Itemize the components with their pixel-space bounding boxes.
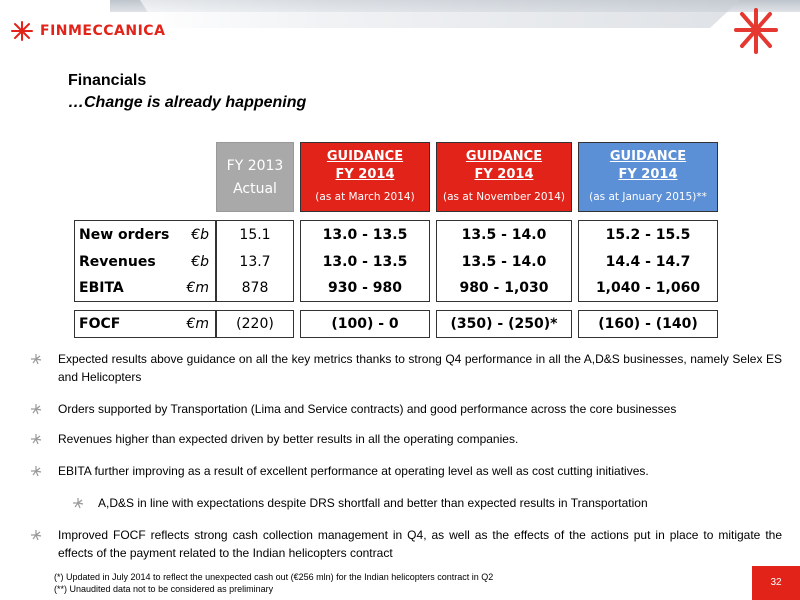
- bullet-text: A,D&S in line with expectations despite DRS shortfall and better than expected results in Transportation: [98, 496, 648, 510]
- page-number: 32: [752, 566, 800, 600]
- g2-revenues: 13.5 - 14.0: [461, 254, 547, 270]
- g1-revenues: 13.0 - 13.5: [322, 254, 408, 270]
- bullet-text: EBITA further improving as a result of excellent performance at operating level as well as cost cutting initiatives.: [58, 464, 649, 478]
- sub-bullet-item: [30, 494, 782, 512]
- logo-text: FINMECCANICA: [40, 23, 166, 39]
- bullet-text: Orders supported by Transportation (Lima and Service contracts) and good performance across the core businesses: [58, 402, 677, 416]
- column-header-guidance-march: [300, 142, 430, 212]
- column-header-guidance-january: [578, 142, 718, 212]
- focf-fy2013-box: [216, 310, 294, 338]
- g3-new-orders: 15.2 - 15.5: [605, 227, 691, 243]
- row-unit-revenues: €b: [191, 254, 209, 270]
- slide-subtitle: …Change is already happening: [68, 94, 307, 111]
- guidance-date: (as at January 2015)**: [589, 191, 707, 203]
- fy2013-line1: FY 2013: [226, 158, 284, 174]
- focf-g1-box: [300, 310, 430, 338]
- focf-g2-box: [436, 310, 572, 338]
- guidance-year: FY 2014: [335, 167, 395, 182]
- star-bullet-icon: [30, 403, 42, 415]
- footnote-1: (*) Updated in July 2014 to reflect the unexpected cash out (€256 mln) for the Indian helicopters contract in Q2: [54, 572, 494, 582]
- guidance-year: FY 2014: [618, 167, 678, 182]
- star-bullet-icon: [72, 497, 84, 509]
- star-bullet-icon: [30, 529, 42, 541]
- g3-focf: (160) - (140): [598, 316, 698, 332]
- g1-focf: (100) - 0: [331, 316, 399, 332]
- fy2013-line2: Actual: [233, 181, 277, 197]
- g2-ebita: 980 - 1,030: [459, 280, 549, 296]
- guidance-date: (as at March 2014): [315, 191, 415, 203]
- logo-star-icon: [8, 20, 36, 42]
- fy2013-new-orders: 15.1: [239, 227, 271, 243]
- header-slant: [140, 0, 740, 28]
- bullet-item: [30, 430, 782, 448]
- row-unit-new-orders: €b: [191, 227, 209, 243]
- g3-revenues: 14.4 - 14.7: [605, 254, 691, 270]
- bullet-text: Improved FOCF reflects strong cash collection management in Q4, as well as the effects of the actions put in place to mitigate the effects of the payment related to the Indian helicopters contract: [58, 528, 782, 560]
- bullet-item: [30, 400, 782, 418]
- star-bullet-icon: [30, 433, 42, 445]
- slide-title: Financials: [68, 72, 147, 89]
- bullet-text: Expected results above guidance on all the key metrics thanks to strong Q4 performance in all the A,D&S businesses, namely Selex ES and Helicopters: [58, 352, 782, 384]
- guidance-november-values-box: [436, 220, 572, 302]
- guidance-march-values-box: [300, 220, 430, 302]
- fy2013-focf: (220): [236, 316, 274, 332]
- focf-label-box: [74, 310, 216, 338]
- g1-ebita: 930 - 980: [327, 280, 402, 296]
- g2-new-orders: 13.5 - 14.0: [461, 227, 547, 243]
- fy2013-values-box: [216, 220, 294, 302]
- focf-g3-box: [578, 310, 718, 338]
- row-unit-ebita: €m: [186, 280, 209, 296]
- column-header-guidance-november: [436, 142, 572, 212]
- fy2013-ebita: 878: [241, 280, 269, 296]
- column-header-fy2013: [216, 142, 294, 212]
- row-label-ebita: EBITA: [79, 280, 124, 296]
- bullet-item: [30, 462, 782, 480]
- g1-new-orders: 13.0 - 13.5: [322, 227, 408, 243]
- corner-star-icon: [716, 4, 782, 56]
- footnote-2: (**) Unaudited data not to be considered as preliminary: [54, 584, 274, 594]
- star-bullet-icon: [30, 465, 42, 477]
- guidance-label: GUIDANCE: [326, 149, 404, 164]
- g2-focf: (350) - (250)*: [450, 316, 558, 332]
- row-label-revenues: Revenues: [79, 254, 156, 270]
- g3-ebita: 1,040 - 1,060: [595, 280, 701, 296]
- bullet-text: Revenues higher than expected driven by better results in all the operating companies.: [58, 432, 519, 446]
- guidance-date: (as at November 2014): [442, 191, 565, 203]
- company-logo: [8, 20, 165, 42]
- row-label-new-orders: New orders: [79, 227, 170, 243]
- star-bullet-icon: [30, 353, 42, 365]
- guidance-label: GUIDANCE: [609, 149, 687, 164]
- guidance-label: GUIDANCE: [465, 149, 543, 164]
- guidance-year: FY 2014: [474, 167, 534, 182]
- bullet-item: [30, 350, 782, 386]
- metrics-label-box: [74, 220, 216, 302]
- slide-header: [0, 0, 800, 58]
- guidance-january-values-box: [578, 220, 718, 302]
- fy2013-revenues: 13.7: [239, 254, 271, 270]
- bullet-item: [30, 526, 782, 562]
- row-label-focf: FOCF: [79, 316, 121, 332]
- row-unit-focf: €m: [186, 316, 209, 332]
